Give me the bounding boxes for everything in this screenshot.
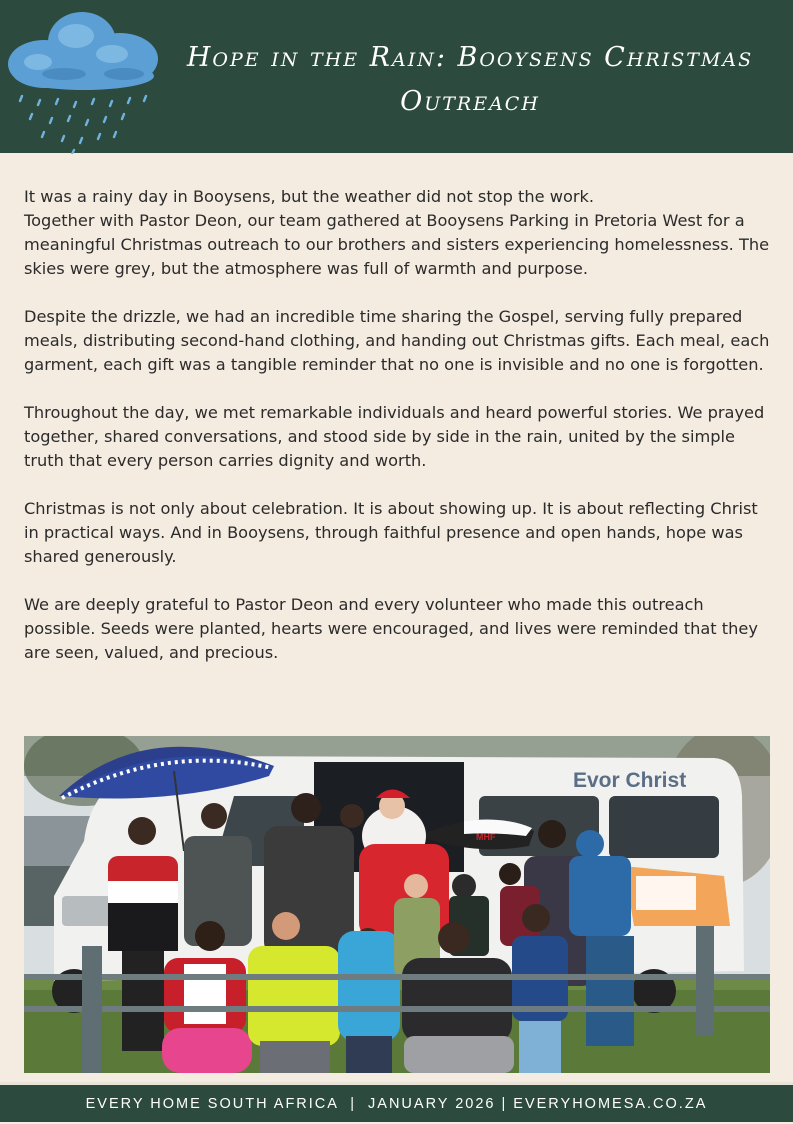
article-paragraph: Christmas is not only about celebration. It is about showing up. It is about reflecting Christ in practical ways. And in Booysens, through faithful presence and open hands, hope was shared generously.	[24, 499, 758, 566]
footer-text: EVERY HOME SOUTH AFRICA | JANUARY 2026 | EVERYHOMESA.CO.ZA	[85, 1096, 708, 1112]
page-title: Hope in the Rain: Booysens Christmas Outreach	[186, 42, 754, 117]
van-text: Evor Christ	[573, 769, 687, 792]
article-paragraph: It was a rainy day in Booysens, but the weather did not stop the work. Together with Pastor Deon, our team gathered at Booysens Parking in Pretoria West for a meaningful Christmas outreach to our brothers and sisters experiencing homelessness. The skies were grey, but the atmosphere was full of warmth and purpose.	[24, 187, 770, 278]
article-paragraph: Throughout the day, we met remarkable individuals and heard powerful stories. We prayed together, shared conversations, and stood side by side in the rain, united by the simple truth that every person carries dignity and worth.	[24, 403, 765, 470]
article-body	[24, 185, 776, 689]
umbrella-text: MHF	[476, 832, 496, 842]
rain-cloud-icon	[4, 4, 164, 154]
outreach-photo	[24, 736, 770, 1073]
article-paragraph: Despite the drizzle, we had an incredible time sharing the Gospel, serving fully prepared meals, distributing second-hand clothing, and handing out Christmas gifts. Each meal, each garment, each gift was a tangible reminder that no one is invisible and no one is forgotten.	[24, 307, 770, 374]
footer-bar	[0, 1082, 793, 1122]
header-banner	[0, 0, 793, 153]
article-paragraph: We are deeply grateful to Pastor Deon and every volunteer who made this outreach possible. Seeds were planted, hearts were encouraged, and lives were reminded that they are seen, valued, and precious.	[24, 595, 758, 662]
